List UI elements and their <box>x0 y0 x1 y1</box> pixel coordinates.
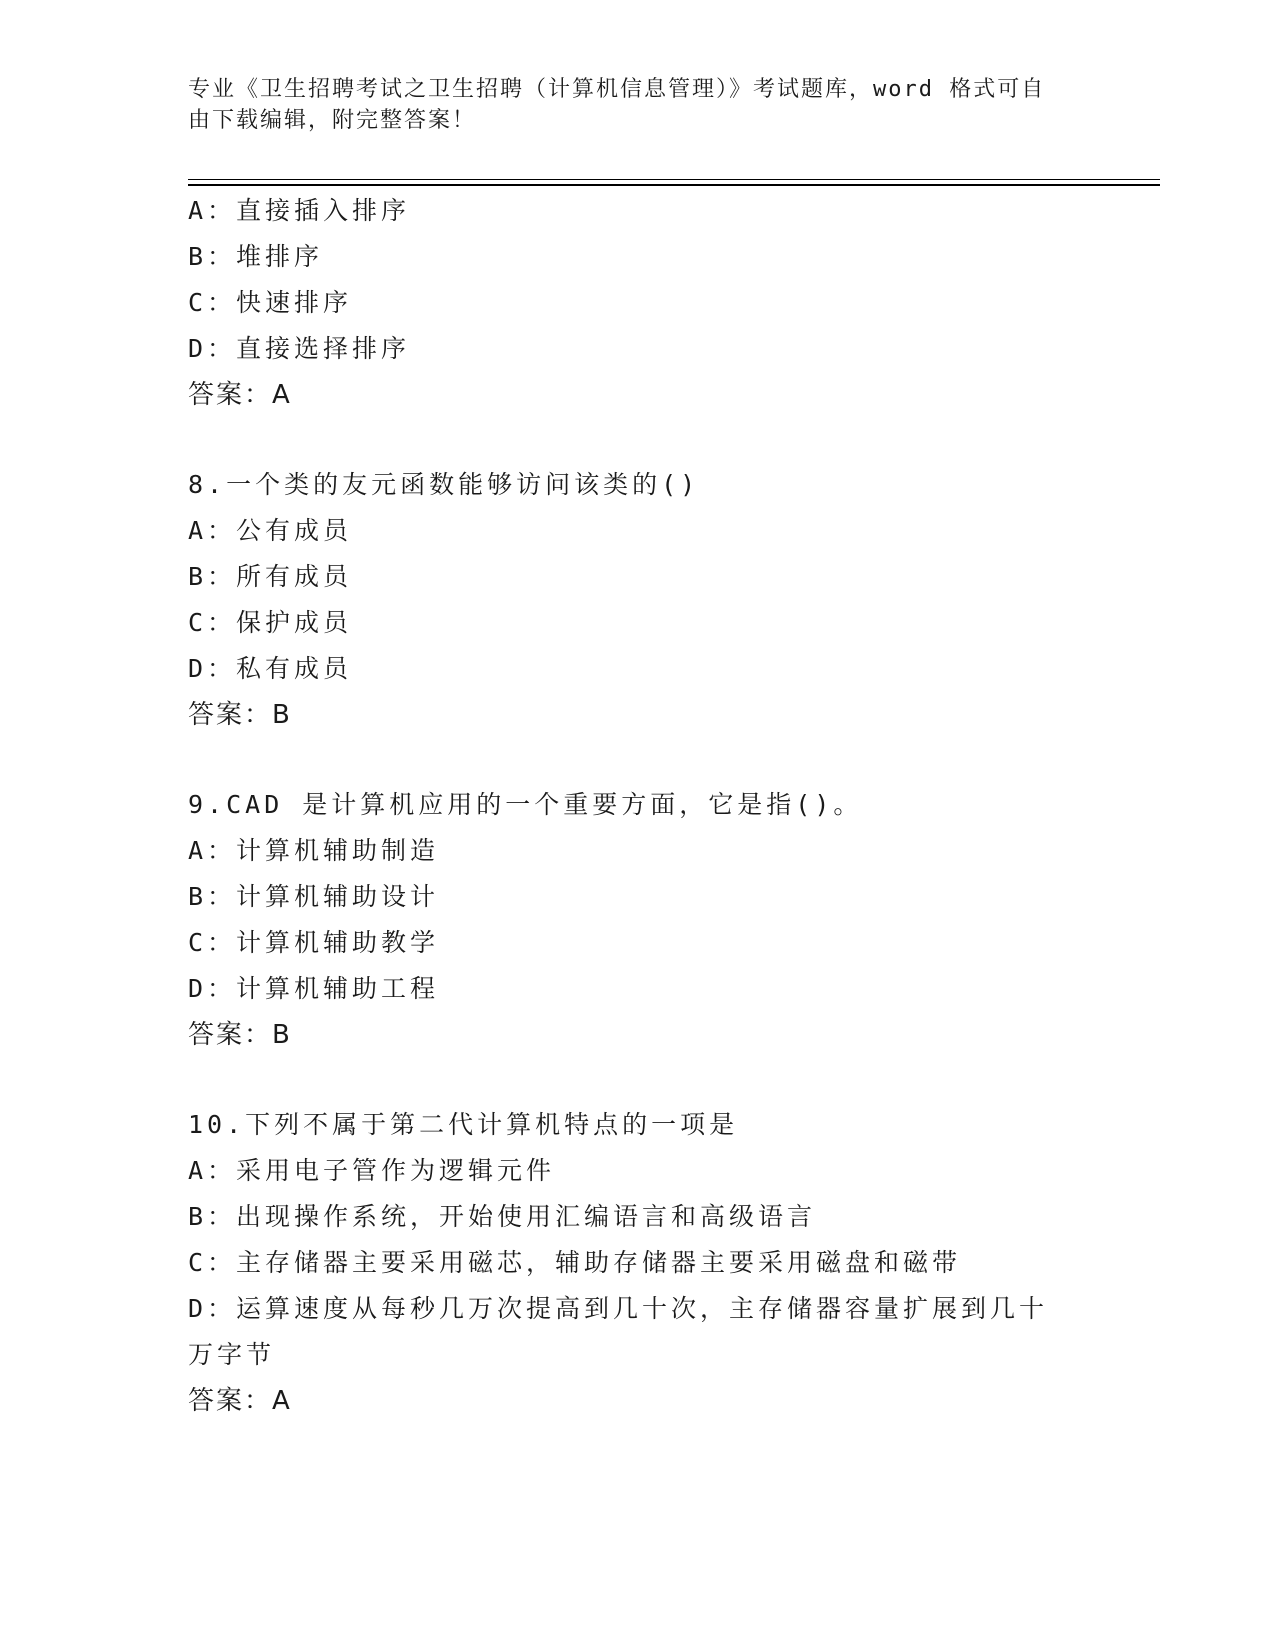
option-a: A：计算机辅助制造 <box>188 836 440 865</box>
question-text: 10.下列不属于第二代计算机特点的一项是 <box>188 1110 739 1139</box>
option-d: D：私有成员 <box>188 654 353 683</box>
option-c: C：保护成员 <box>188 608 353 637</box>
option-b: B：计算机辅助设计 <box>188 882 440 911</box>
option-d: D：运算速度从每秒几万次提高到几十次，主存储器容量扩展到几十万字节 <box>188 1294 1049 1369</box>
question-text: 8.一个类的友元函数能够访问该类的() <box>188 470 700 499</box>
option-d: D：计算机辅助工程 <box>188 974 440 1003</box>
option-b: B：出现操作系统，开始使用汇编语言和高级语言 <box>188 1202 817 1231</box>
header-rule-thin <box>188 179 1160 180</box>
answer-line: 答案：A <box>188 1386 292 1416</box>
document-body <box>188 188 1088 1424</box>
question-10-block <box>188 1102 1088 1424</box>
option-c: C：快速排序 <box>188 288 353 317</box>
document-header <box>188 74 1088 136</box>
question-8-block <box>188 462 1088 738</box>
option-c: C：计算机辅助教学 <box>188 928 440 957</box>
header-rule-thick <box>188 184 1160 186</box>
option-a: A：公有成员 <box>188 516 353 545</box>
option-a: A：采用电子管作为逻辑元件 <box>188 1156 556 1185</box>
answer-line: 答案：A <box>188 380 292 410</box>
option-a: A：直接插入排序 <box>188 196 411 225</box>
header-line-2: 由下载编辑，附完整答案！ <box>188 108 477 133</box>
option-d: D：直接选择排序 <box>188 334 411 363</box>
header-line-1: 专业《卫生招聘考试之卫生招聘（计算机信息管理）》考试题库，word 格式可自 <box>188 77 1046 102</box>
option-c: C：主存储器主要采用磁芯，辅助存储器主要采用磁盘和磁带 <box>188 1248 962 1277</box>
question-7-block <box>188 188 1088 418</box>
answer-line: 答案：B <box>188 700 292 730</box>
answer-line: 答案：B <box>188 1020 292 1050</box>
option-b: B：堆排序 <box>188 242 324 271</box>
question-text: 9.CAD 是计算机应用的一个重要方面，它是指()。 <box>188 790 863 819</box>
option-b: B：所有成员 <box>188 562 353 591</box>
question-9-block <box>188 782 1088 1058</box>
